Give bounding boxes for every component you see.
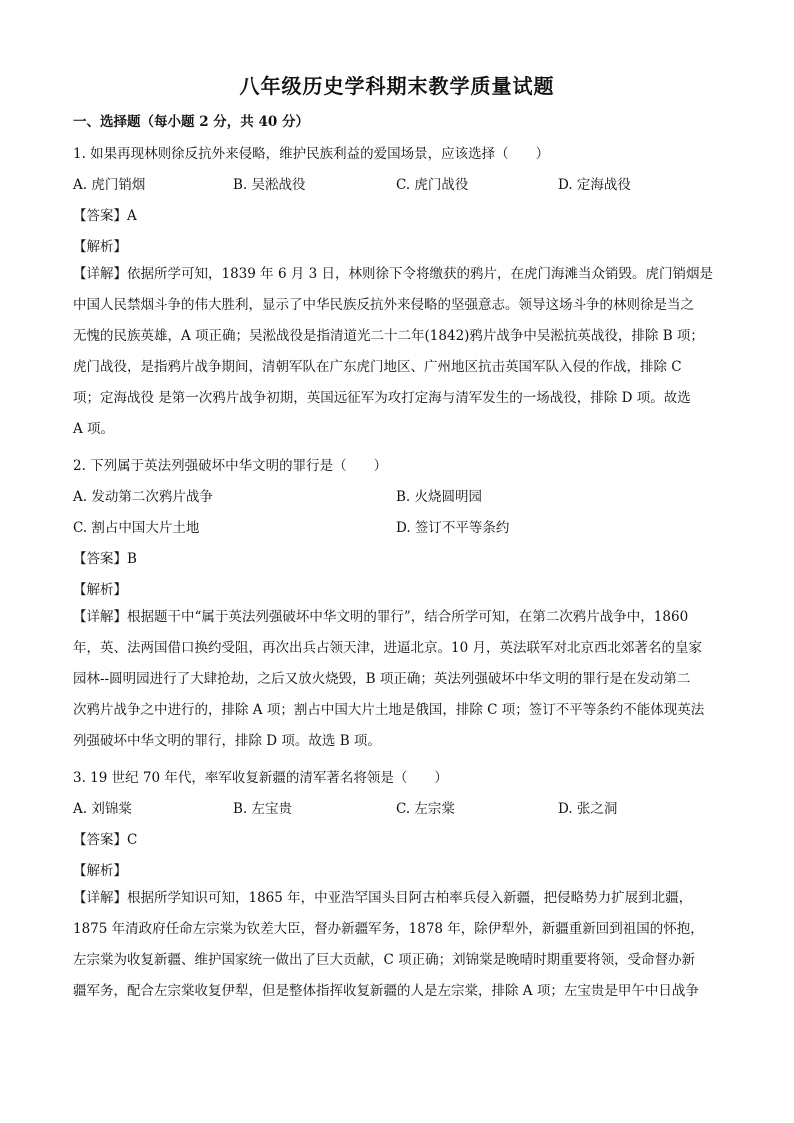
q2-answer: 【答案】B xyxy=(73,551,137,567)
q3-detail-row: 左宗棠为收复新疆、维护国家统一做出了巨大贡献，C 项正确；刘锦棠是晚晴时期重要将领，受命督办新 xyxy=(73,952,696,968)
q1-option-c: C. 虎门战役 xyxy=(396,177,469,193)
q2-option-a: A. 发动第二次鸦片战争 xyxy=(73,489,213,505)
q3-detail xyxy=(73,883,725,1007)
q1-option-a: A. 虎门销烟 xyxy=(73,177,146,193)
q1-detail-row: 无愧的民族英雄，A 项正确；吴淞战役是指清道光二十二年(1842)鸦片战争中吴淞抗英战役，排除 B 项； xyxy=(73,328,704,344)
q3-detail-row: 【详解】根据所学知识可知，1865 年，中亚浩罕国头目阿古柏率兵侵入新疆，把侵略势力扩展到北疆， xyxy=(73,890,693,906)
q1-option-d: D. 定海战役 xyxy=(558,177,631,193)
question-1-stem: 1. 如果再现林则徐反抗外来侵略，维护民族利益的爱国场景，应该选择（ ） xyxy=(73,146,550,162)
question-2-stem: 2. 下列属于英法列强破坏中华文明的罪行是（ ） xyxy=(73,458,388,474)
q2-detail-row: 列强破坏中华文明的罪行，排除 D 项。故选 B 项。 xyxy=(73,733,381,749)
q1-detail xyxy=(73,259,725,445)
q2-detail-row: 园林--圆明园进行了大肆抢劫，之后又放火烧毁，B 项正确；英法列强破坏中华文明的罪行是在发动第二 xyxy=(73,671,691,687)
q3-analysis-label: 【解析】 xyxy=(73,863,127,879)
q3-option-c: C. 左宗棠 xyxy=(396,801,455,817)
page-title: 八年级历史学科期末教学质量试题 xyxy=(239,74,555,98)
q1-detail-row: 【详解】依据所学可知，1839 年 6 月 3 日，林则徐下令将缴获的鸦片，在虎门海滩当众销毁。虎门销烟是 xyxy=(73,266,713,282)
q2-detail-row: 【详解】根据题干中“属于英法列强破坏中华文明的罪行”，结合所学可知，在第二次鸦片战争中，1860 xyxy=(73,609,689,625)
section-heading: 一、选择题（每小题 2 分，共 40 分） xyxy=(73,114,309,130)
q1-detail-row: 虎门战役，是指鸦片战争期间，清朝军队在广东虎门地区、广州地区抗击英国军队入侵的作战，排除 C xyxy=(73,359,682,375)
q1-detail-row: 中国人民禁烟斗争的伟大胜利，显示了中华民族反抗外来侵略的坚强意志。领导这场斗争的林则徐是当之 xyxy=(73,297,694,313)
q2-detail-row: 次鸦片战争之中进行的，排除 A 项；割占中国大片土地是俄国，排除 C 项；签订不平等条约不能体现英法 xyxy=(73,702,705,718)
q3-option-d: D. 张之洞 xyxy=(558,801,618,817)
question-3-stem: 3. 19 世纪 70 年代，率军收复新疆的清军著名将领是（ ） xyxy=(73,770,448,786)
q1-answer: 【答案】A xyxy=(73,208,137,224)
q3-option-a: A. 刘锦棠 xyxy=(73,801,132,817)
q2-option-c: C. 割占中国大片土地 xyxy=(73,520,200,536)
q3-detail-row: 疆军务，配合左宗棠收复伊犁，但是整体指挥收复新疆的人是左宗棠，排除 A 项；左宝贵是甲午中日战争 xyxy=(73,983,699,999)
q2-option-b: B. 火烧圆明园 xyxy=(396,489,483,505)
q1-detail-row: A 项。 xyxy=(73,421,115,437)
q3-answer: 【答案】C xyxy=(73,832,138,848)
q3-detail-row: 1875 年清政府任命左宗棠为钦差大臣，督办新疆军务，1878 年，除伊犁外，新疆重新回到祖国的怀抱， xyxy=(73,921,704,937)
q2-option-d: D. 签订不平等条约 xyxy=(396,520,510,536)
q3-option-b: B. 左宝贵 xyxy=(233,801,293,817)
q2-analysis-label: 【解析】 xyxy=(73,582,127,598)
q1-option-b: B. 吴淞战役 xyxy=(233,177,306,193)
q2-detail-row: 年，英、法两国借口换约受阻，再次出兵占领天津，进逼北京。10 月，英法联军对北京西北郊著名的皇家 xyxy=(73,640,702,656)
q1-analysis-label: 【解析】 xyxy=(73,239,127,255)
q2-detail xyxy=(73,602,725,757)
q1-detail-row: 项；定海战役 是第一次鸦片战争初期，英国远征军为攻打定海与清军发生的一场战役，排除 D 项。故选 xyxy=(73,390,691,406)
